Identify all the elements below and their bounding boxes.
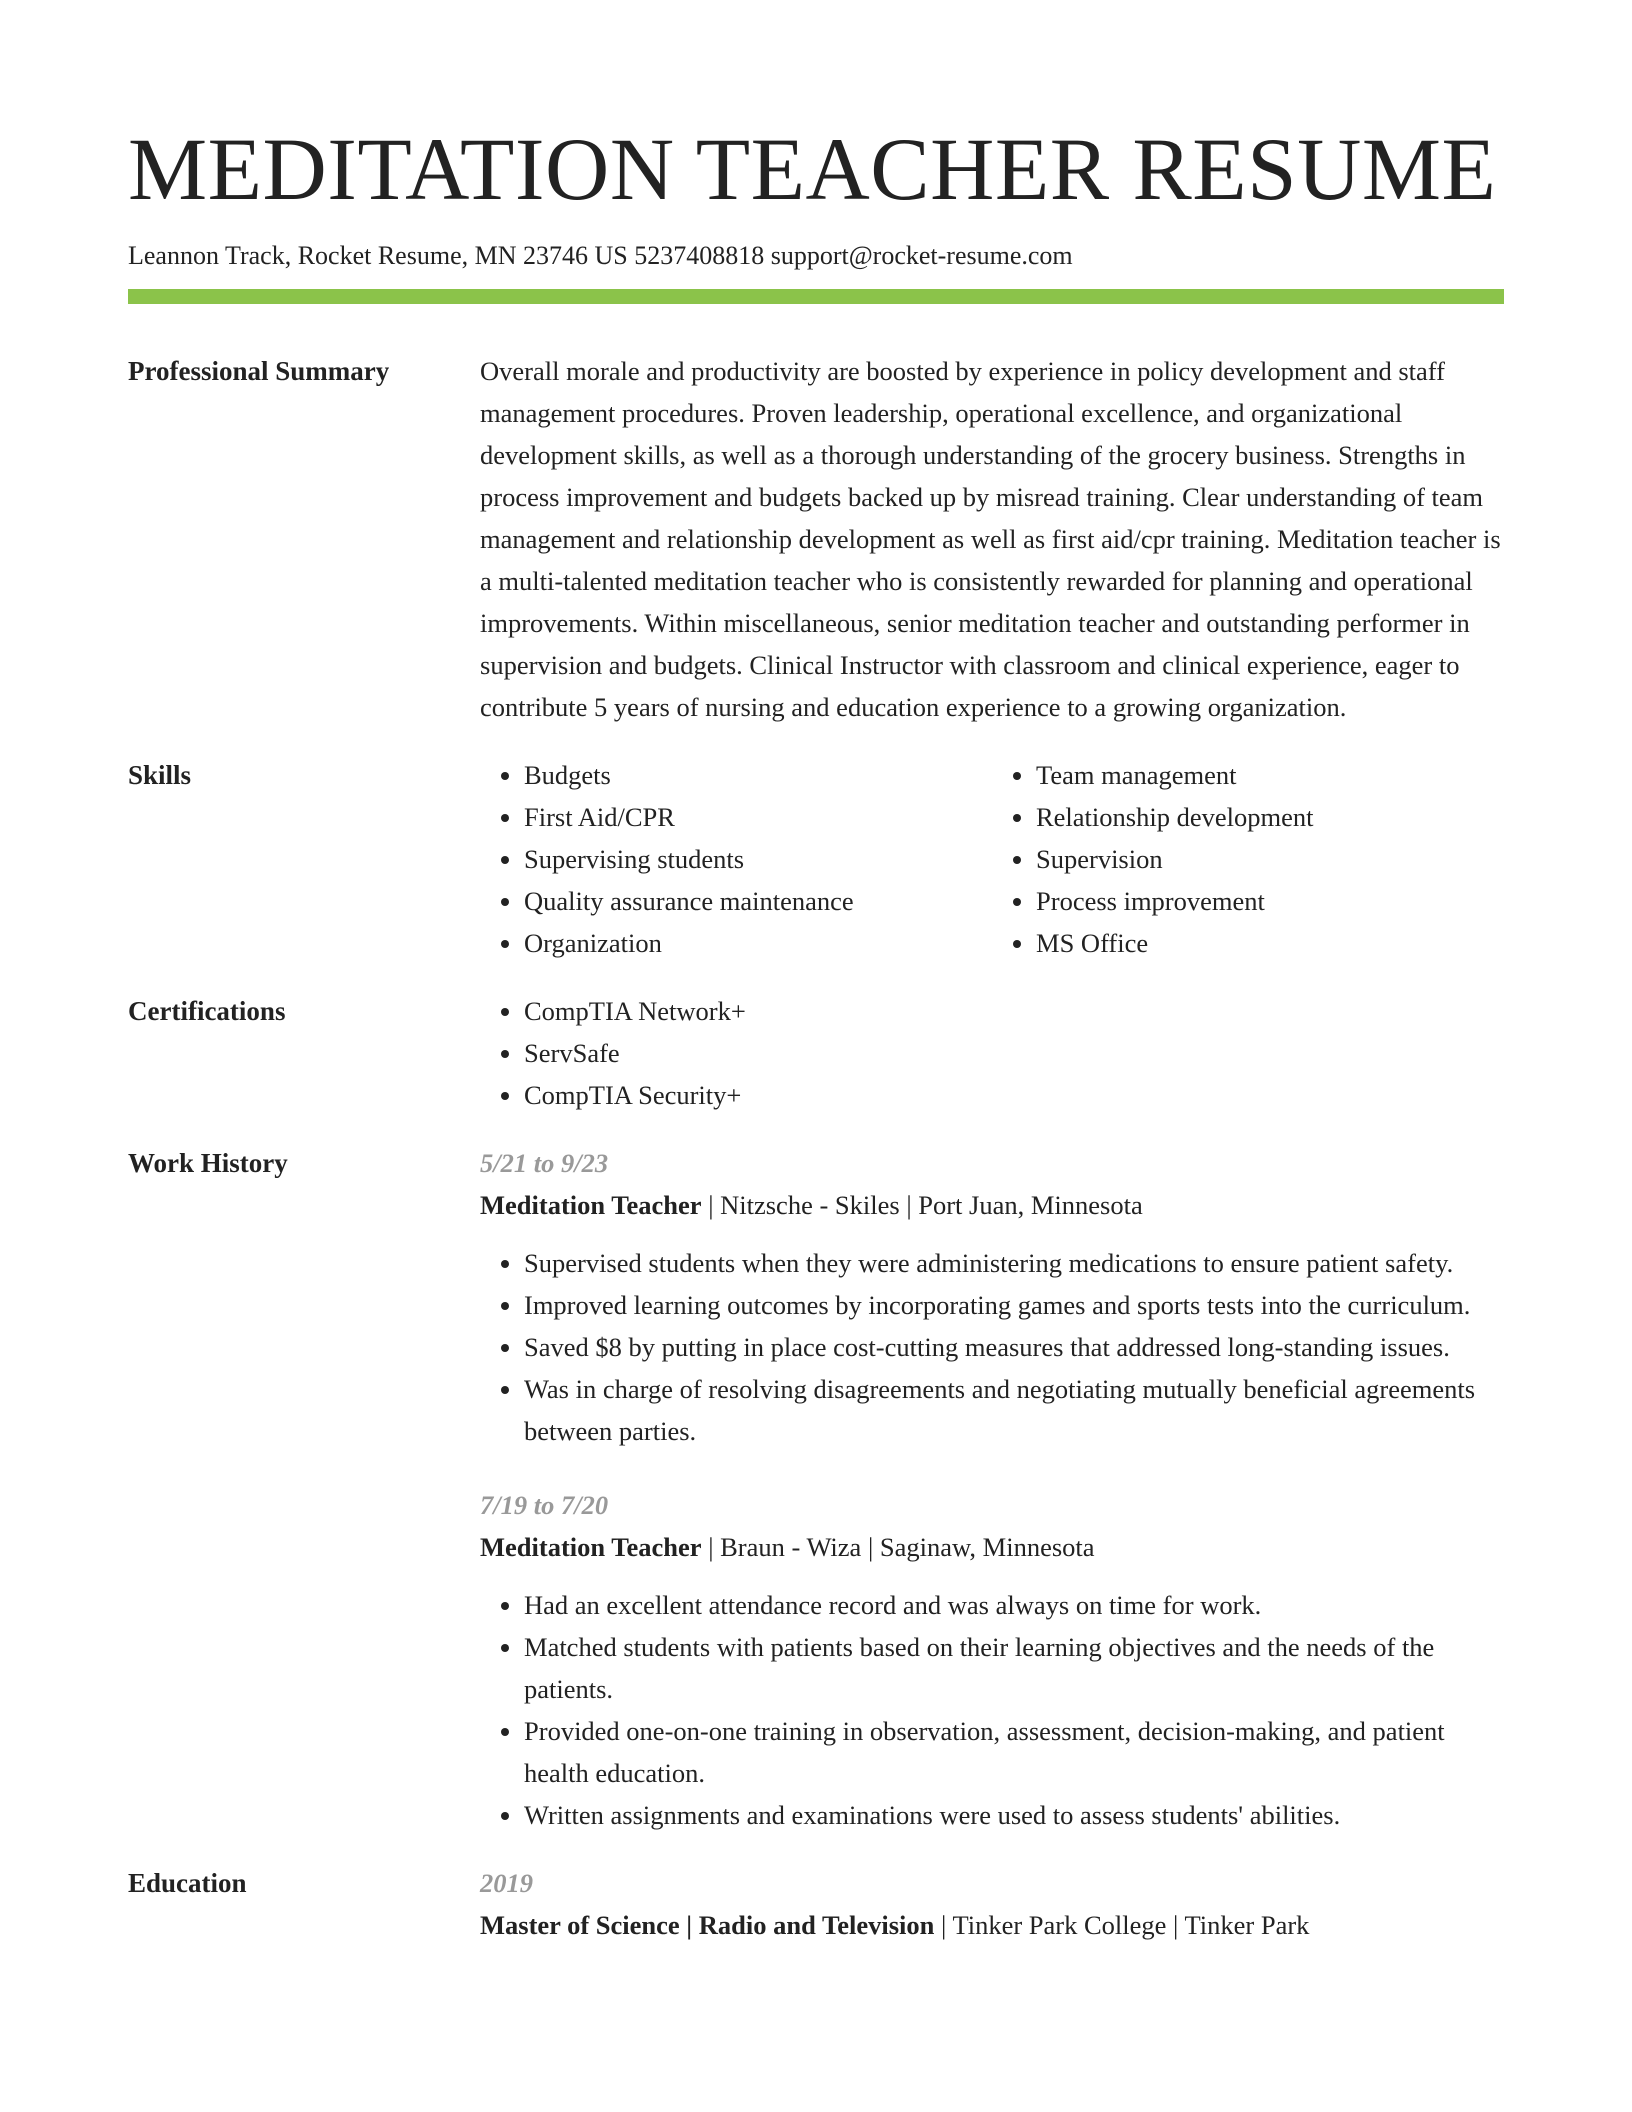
- education-section: [128, 1862, 1504, 1946]
- accent-rule: [128, 289, 1504, 304]
- skills-list-left: [480, 754, 992, 964]
- job-bullet: • Written assignments and examinations were used to assess students' abilities.: [524, 1794, 1504, 1836]
- job-header: [480, 1526, 1504, 1568]
- skills-section: [128, 754, 1504, 964]
- job-dates: 5/21 to 9/23: [480, 1148, 609, 1178]
- job-bullet: • Had an excellent attendance record and was always on time for work.: [524, 1584, 1504, 1626]
- job-title: Meditation Teacher: [480, 1532, 702, 1562]
- certification-item: • CompTIA Network+: [524, 990, 1504, 1032]
- job-entry: [480, 1484, 1504, 1836]
- summary-text: Overall morale and productivity are boosted by experience in policy development and staff management procedures. Proven leadership, operational excellence, and organizational development skills, as well as a thorough understanding of the grocery business. Strengths in process improvement and budgets backed up by misread training. Clear understanding of team management and relationship development as well as first aid/cpr training. Meditation teacher is a multi-talented meditation teacher who is consistently rewarded for planning and operational improvements. Within miscellaneous, senior meditation teacher and outstanding performer in supervision and budgets. Clinical Instructor with classroom and clinical experience, eager to contribute 5 years of nursing and education experience to a growing organization.: [480, 356, 1501, 722]
- job-bullet: • Supervised students when they were administering medications to ensure patient safety.: [524, 1242, 1504, 1284]
- work-history-content: [480, 1142, 1504, 1836]
- resume-title: MEDITATION TEACHER RESUME: [128, 121, 1497, 219]
- education-details: | Tinker Park College | Tinker Park: [934, 1910, 1310, 1940]
- job-dates: 7/19 to 7/20: [480, 1490, 609, 1520]
- job-details: | Braun - Wiza | Saginaw, Minnesota: [701, 1532, 1095, 1562]
- education-dates: 2019: [480, 1868, 533, 1898]
- section-label-certifications: Certifications: [128, 996, 286, 1026]
- contact-line: Leannon Track, Rocket Resume, MN 23746 US 5237408818 support@rocket-resume.com: [128, 241, 1073, 270]
- job-header: [480, 1184, 1504, 1226]
- education-header: [480, 1904, 1504, 1946]
- job-bullet: • Improved learning outcomes by incorporating games and sports tests into the curriculum.: [524, 1284, 1504, 1326]
- skills-content: [480, 754, 1504, 964]
- job-title: Meditation Teacher: [480, 1190, 702, 1220]
- job-bullet: • Saved $8 by putting in place cost-cutting measures that addressed long-standing issues.: [524, 1326, 1504, 1368]
- job-bullets: [480, 1242, 1504, 1452]
- job-bullet: • Matched students with patients based on their learning objectives and the needs of the patients.: [524, 1626, 1504, 1710]
- job-bullet: • Provided one-on-one training in observation, assessment, decision-making, and patient health education.: [524, 1710, 1504, 1794]
- certifications-section: [128, 990, 1504, 1116]
- job-bullet: • Was in charge of resolving disagreements and negotiating mutually beneficial agreements between parties.: [524, 1368, 1504, 1452]
- job-details: | Nitzsche - Skiles | Port Juan, Minnesota: [701, 1190, 1143, 1220]
- skill-item: • Quality assurance maintenance: [524, 880, 992, 922]
- certifications-content: [480, 990, 1504, 1116]
- skill-item: • First Aid/CPR: [524, 796, 992, 838]
- summary-content: [480, 350, 1504, 728]
- skill-item: • MS Office: [1036, 922, 1504, 964]
- section-label-education: Education: [128, 1868, 247, 1898]
- certification-item: • ServSafe: [524, 1032, 1504, 1074]
- skill-item: • Team management: [1036, 754, 1504, 796]
- certifications-list: [480, 990, 1504, 1116]
- skill-item: • Supervising students: [524, 838, 992, 880]
- resume-header: [128, 118, 1504, 304]
- education-degree: Master of Science | Radio and Television: [480, 1910, 935, 1940]
- job-bullets: [480, 1584, 1504, 1836]
- skill-item: • Supervision: [1036, 838, 1504, 880]
- section-label-summary: Professional Summary: [128, 356, 390, 386]
- skill-item: • Relationship development: [1036, 796, 1504, 838]
- certification-item: • CompTIA Security+: [524, 1074, 1504, 1116]
- skill-item: • Organization: [524, 922, 992, 964]
- skills-list-right: [992, 754, 1504, 964]
- job-entry: [480, 1142, 1504, 1452]
- work-history-section: [128, 1142, 1504, 1836]
- summary-section: [128, 350, 1504, 728]
- section-label-skills: Skills: [128, 760, 192, 790]
- skill-item: • Budgets: [524, 754, 992, 796]
- skill-item: • Process improvement: [1036, 880, 1504, 922]
- resume-body: [128, 350, 1504, 1972]
- section-label-work-history: Work History: [128, 1148, 288, 1178]
- education-content: [480, 1862, 1504, 1946]
